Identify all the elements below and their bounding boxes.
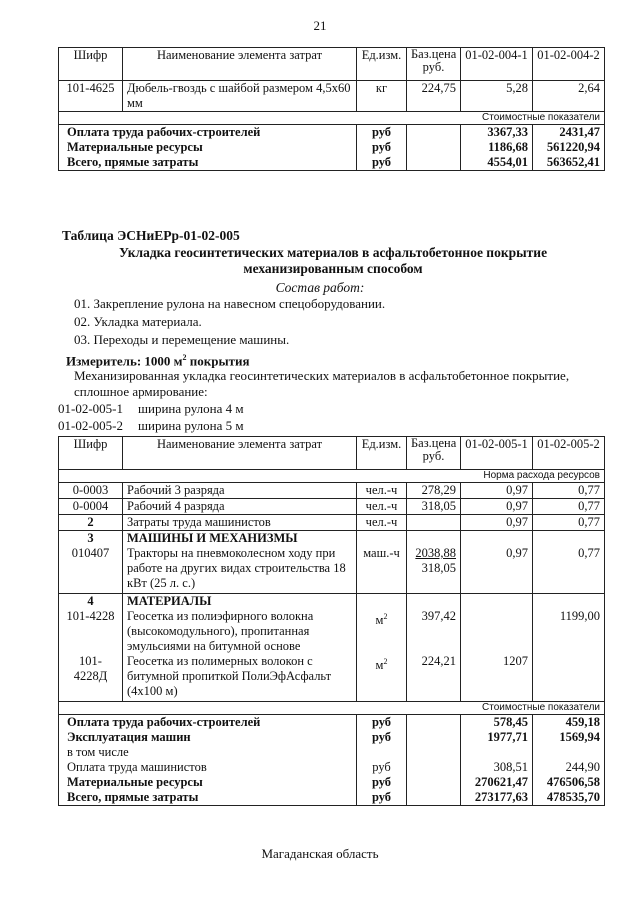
row-code: 0-0004 [59,499,123,515]
material-unit: $м^2$ [375,612,388,628]
materials-code: 4 [87,594,94,608]
total-name: Оплата труда машинистов [59,760,357,775]
row-name: Дюбель-гвоздь с шайбой размером 4,5х60 мм [123,81,357,112]
row-v1: 0,97 [461,515,533,531]
row-unit: кг [357,81,407,112]
row-unit: чел.-ч [357,515,407,531]
total-unit [357,745,407,760]
total-name: Оплата труда рабочих-строителей [59,125,357,141]
row-v2: 0,77 [533,499,605,515]
total-row [59,125,605,141]
material-item-code: 101-4228 [66,609,115,623]
material-item-code: 101-4228Д [73,654,108,683]
total-row [59,155,605,171]
total-unit: руб [357,775,407,790]
row-v1: 5,28 [461,81,533,112]
section-subtitle: Укладка геосинтетических материалов в асфальтобетонное покрытие механизированным способом [118,245,548,276]
row-code: 2 [59,515,123,531]
col-v2-header: 01-02-005-2 [533,437,605,470]
machine-v2: 0,77 [578,546,600,560]
step-item: 02. Укладка материала. [74,314,202,329]
col-name-header: Наименование элемента затрат [123,48,357,81]
page-footer: Магаданская область [261,846,379,861]
total-v2: 244,90 [533,760,605,775]
total-v1: 1977,71 [461,730,533,745]
total-v2 [533,745,605,760]
machine-item-code: 010407 [71,546,110,560]
row-v2: 0,77 [533,483,605,499]
col-price-header: Баз.цена руб. [407,437,461,470]
col-price-header: Баз.цена руб. [407,48,461,81]
row-price: 224,75 [407,81,461,112]
section-title: Таблица ЭСНиЕРр-01-02-005 [62,228,240,243]
description: Механизированная укладка геосинтетических материалов в асфальтобетонное покрытие, сплошное армирование: [74,368,570,399]
total-name: Эксплуатация машин [59,730,357,745]
norm-note: Норма расхода ресурсов [59,470,605,483]
table-row [59,499,605,515]
col-unit-header: Ед.изм. [357,48,407,81]
step-item: 01. Закрепление рулона на навесном спецоборудовании. [74,296,386,311]
total-v2: 2431,47 [533,125,605,141]
material-price: 397,42 [421,609,456,623]
row-v2: 2,64 [533,81,605,112]
total-name: Всего, прямые затраты [59,790,357,806]
total-row [59,760,605,775]
table-row [59,483,605,499]
composition-title: Состав работ: [275,280,365,295]
col-v2-header: 01-02-004-2 [533,48,605,81]
table-row [59,81,605,112]
total-v1: 578,45 [461,715,533,731]
row-v2: 0,77 [533,515,605,531]
total-v1: 273177,63 [461,790,533,806]
col-unit-header: Ед.изм. [357,437,407,470]
total-row [59,790,605,806]
material-v2: 1199,00 [559,609,600,623]
total-name: Материальные ресурсы [59,140,357,155]
materials-section [59,594,605,702]
table-row [59,515,605,531]
total-v2: 478535,70 [533,790,605,806]
total-v1: 3367,33 [461,125,533,141]
total-name: Оплата труда рабочих-строителей [59,715,357,731]
row-name: Рабочий 4 разряда [123,499,357,515]
total-name: Материальные ресурсы [59,775,357,790]
row-price: 318,05 [407,499,461,515]
row-name: Рабочий 3 разряда [123,483,357,499]
row-code: 101-4625 [59,81,123,112]
total-v1: 1186,68 [461,140,533,155]
row-v1: 0,97 [461,499,533,515]
meter-label: Измеритель: 1000 м [66,353,183,369]
meter-sup: 2 [182,353,187,362]
total-name: Всего, прямые затраты [59,155,357,171]
machine-v1: 0,97 [506,546,528,560]
total-v1: 4554,01 [461,155,533,171]
variant-code: 01-02-005-1 [58,401,123,416]
row-v1: 0,97 [461,483,533,499]
total-v2: 563652,41 [533,155,605,171]
table-01-02-004 [58,47,605,171]
total-v2: 561220,94 [533,140,605,155]
total-v1: 270621,47 [461,775,533,790]
total-row [59,775,605,790]
total-v1: 308,51 [461,760,533,775]
col-v1-header: 01-02-005-1 [461,437,533,470]
material-price: 224,21 [421,654,456,668]
machine-price-1: 2038,88 [415,546,456,560]
cost-note: Стоимостные показатели [59,112,605,125]
variant-code: 01-02-005-2 [58,418,123,433]
total-v2: 476506,58 [533,775,605,790]
total-row [59,730,605,745]
material-v1 [465,609,528,654]
total-unit: руб [357,125,407,141]
total-unit: руб [357,715,407,731]
total-v1 [461,745,533,760]
row-code: 0-0003 [59,483,123,499]
total-unit: руб [357,730,407,745]
total-unit: руб [357,760,407,775]
total-row [59,140,605,155]
row-price [407,515,461,531]
material-v1: 1207 [503,654,528,668]
machines-code: 3 [87,531,94,545]
col-name-header: Наименование элемента затрат [123,437,357,470]
total-name: в том числе [59,745,357,760]
machine-unit: маш.-ч [363,546,400,560]
col-v1-header: 01-02-004-1 [461,48,533,81]
material-unit: $м^2$ [375,657,388,673]
cost-note: Стоимостные показатели [59,702,605,715]
total-row [59,715,605,731]
machines-heading: МАШИНЫ И МЕХАНИЗМЫ [127,531,298,545]
total-v2: 1569,94 [533,730,605,745]
machine-price-2: 318,05 [421,561,456,575]
variant-text: ширина рулона 4 м [138,401,244,416]
col-code-header: Шифр [59,48,123,81]
row-unit: чел.-ч [357,483,407,499]
row-price: 278,29 [407,483,461,499]
step-item: 03. Переходы и перемещение машины. [74,332,290,347]
table-01-02-005 [58,436,605,806]
total-row [59,745,605,760]
meter-rest: покрытия [186,353,250,369]
row-name: Затраты труда машинистов [123,515,357,531]
total-unit: руб [357,155,407,171]
meter-line [66,350,250,369]
page-number: 21 [313,18,327,33]
machines-section [59,531,605,594]
material-item-name: Геосетка из полимерных волокон с битумной пропиткой ПолиЭфАсфальт (4х100 м) [127,654,332,698]
machine-item-name: Тракторы на пневмоколесном ходу при работе на других видах строительства 18 кВт (25 л. с.) [127,546,346,590]
total-v2: 459,18 [533,715,605,731]
variant-text: ширина рулона 5 м [138,418,244,433]
col-code-header: Шифр [59,437,123,470]
total-unit: руб [357,140,407,155]
material-item-name: Геосетка из полиэфирного волокна (высокомодульного), пропитанная эмульсиями на битумной основе [127,609,314,653]
total-unit: руб [357,790,407,806]
materials-heading: МАТЕРИАЛЫ [127,594,212,608]
row-unit: чел.-ч [357,499,407,515]
